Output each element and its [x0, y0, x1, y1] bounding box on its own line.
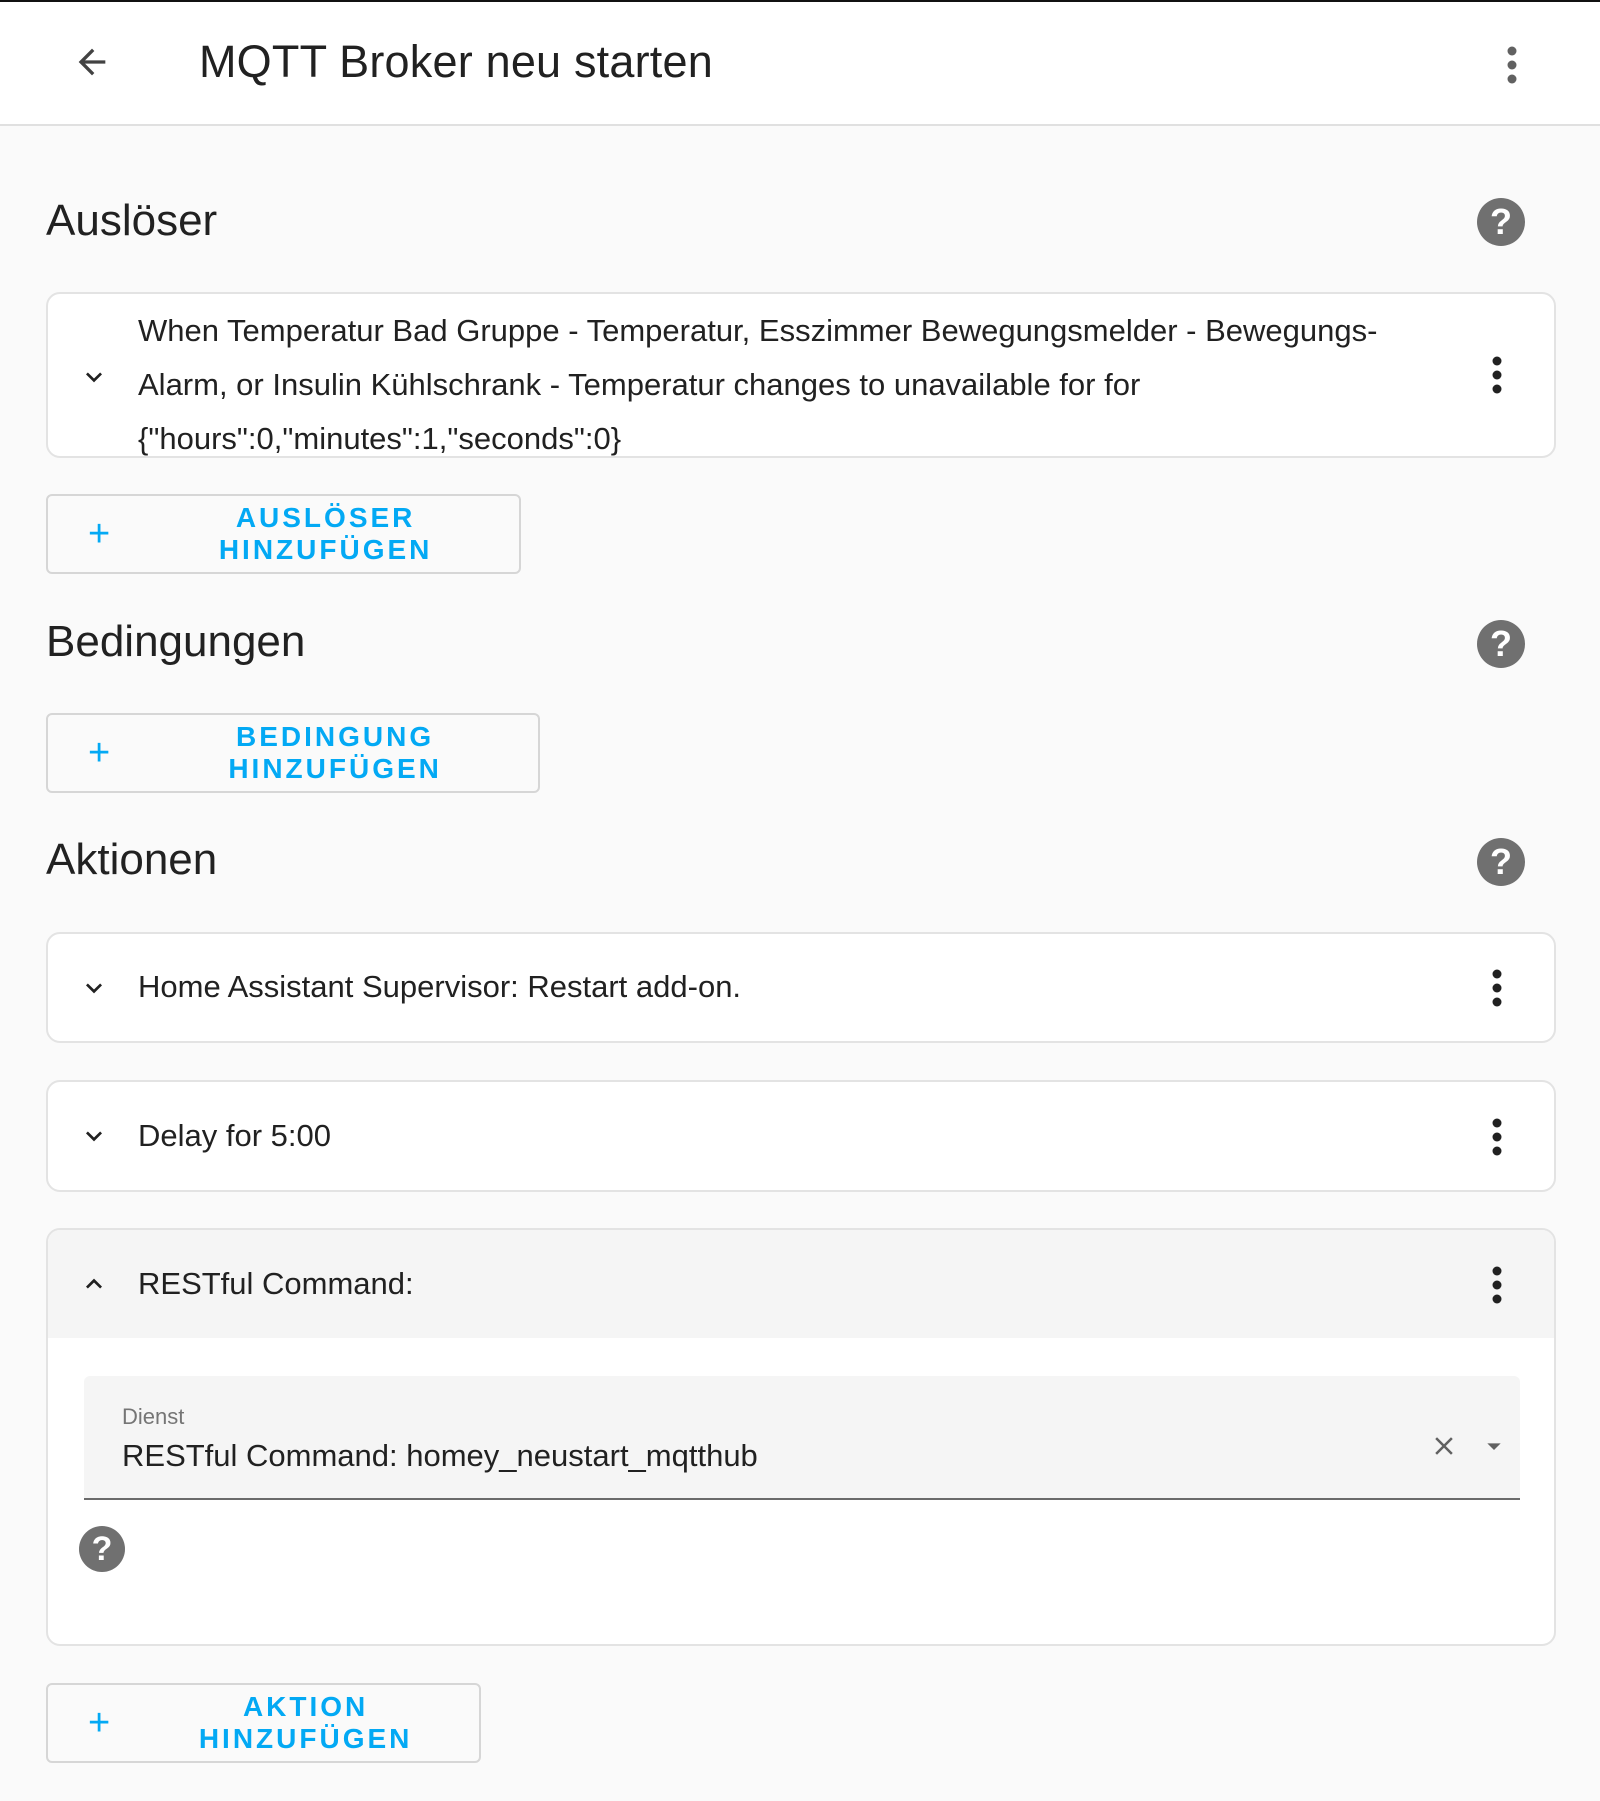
add-condition-label: BEDINGUNG HINZUFÜGEN — [228, 721, 442, 784]
service-field-value: RESTful Command: homey_neustart_mqtthub — [122, 1438, 758, 1473]
triggers-help-icon[interactable]: ? — [1477, 198, 1525, 246]
actions-title: Aktionen — [46, 835, 218, 884]
add-trigger-label: AUSLÖSER HINZUFÜGEN — [218, 502, 433, 565]
top-app-bar — [0, 0, 1600, 126]
back-arrow-icon[interactable] — [70, 40, 114, 84]
chevron-down-icon[interactable] — [74, 1116, 114, 1156]
service-select[interactable] — [84, 1376, 1520, 1500]
plus-icon: + — [88, 512, 111, 555]
conditions-help-icon[interactable]: ? — [1477, 620, 1525, 668]
trigger-summary: When Temperatur Bad Gruppe - Temperatur, Esszimmer Bewegungsmelder - Bewegungs- Alarm, or Insulin Kühlschrank - Temperatur changes to unavailable for for {"hours":0,"minutes":1,"seconds":0} — [138, 313, 1378, 456]
actions-help-icon[interactable]: ? — [1477, 838, 1525, 886]
service-help-icon[interactable]: ? — [79, 1526, 125, 1572]
add-trigger-button[interactable] — [46, 494, 521, 574]
add-condition-button[interactable] — [46, 713, 540, 793]
action-label: Delay for 5:00 — [138, 1118, 331, 1153]
page-title: MQTT Broker neu starten — [199, 36, 713, 87]
action-menu-icon[interactable] — [1482, 1112, 1512, 1162]
service-field-label: Dienst — [122, 1404, 185, 1429]
arrow-drop-down-icon[interactable] — [1474, 1426, 1514, 1466]
trigger-menu-icon[interactable] — [1482, 350, 1512, 400]
plus-icon: + — [88, 731, 111, 774]
action-label: RESTful Command: — [138, 1266, 414, 1301]
action-menu-icon[interactable] — [1482, 1260, 1512, 1310]
add-action-button[interactable] — [46, 1683, 481, 1763]
more-vert-icon[interactable] — [1490, 40, 1534, 90]
close-icon[interactable] — [1424, 1426, 1464, 1466]
chevron-down-icon[interactable] — [74, 968, 114, 1008]
chevron-up-icon[interactable] — [74, 1264, 114, 1304]
action-label: Home Assistant Supervisor: Restart add-on. — [138, 969, 742, 1004]
action-card-restart-addon[interactable] — [46, 932, 1556, 1043]
action-card-delay[interactable] — [46, 1080, 1556, 1192]
action-card-restful-command — [46, 1228, 1556, 1646]
chevron-down-icon[interactable] — [74, 357, 114, 397]
add-action-label: AKTION HINZUFÜGEN — [198, 1691, 413, 1754]
action-menu-icon[interactable] — [1482, 963, 1512, 1013]
plus-icon: + — [88, 1701, 111, 1744]
triggers-title: Auslöser — [46, 196, 218, 245]
trigger-card[interactable] — [46, 292, 1556, 458]
conditions-title: Bedingungen — [46, 617, 306, 666]
action-card-header[interactable] — [48, 1230, 1554, 1338]
